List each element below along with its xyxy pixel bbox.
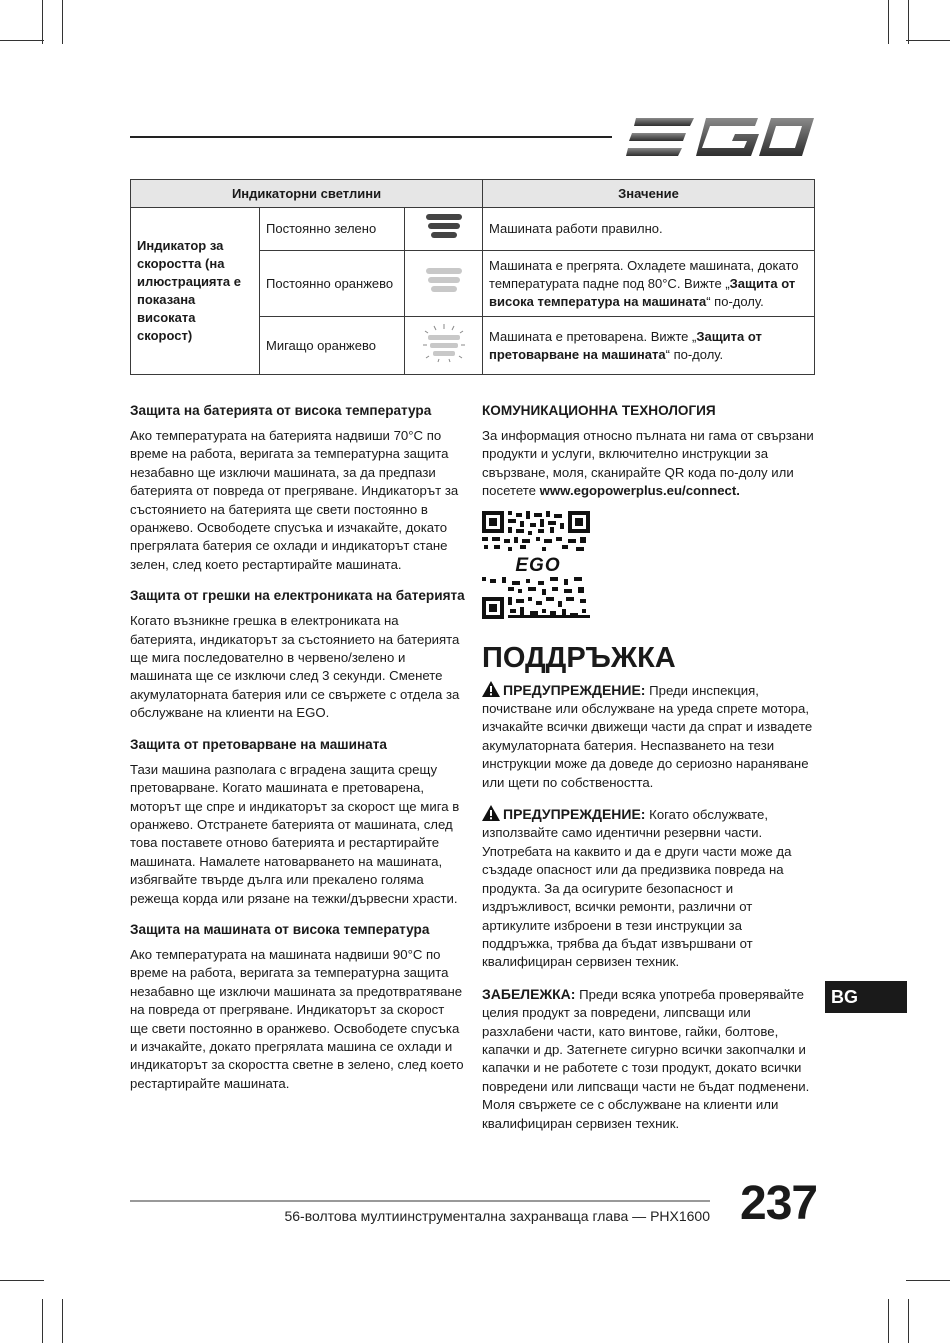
note-text: Преди всяка употреба проверявайте целия продукт за повредени, липсващи или разхлабени части, като винтове, гайки, болтове, капачки и др. Затегнете сигурно всички закопчалки и капачки и не работете с този продукт, докато всички повредени или липсващи части не бъдат подменени. Моля свържете се с обслужване на клиенти или квалифициран сервизен техник. [482, 986, 810, 1131]
warning-triangle-icon [482, 805, 500, 821]
section-body-machine-temp: Ако температурата на машината надвиши 90°C по време на работа, веригата за температурна защита незабавно ще изключи машината за предотвратяване на повреда от прегряване. Индикаторът за скорост ще свети постоянно в оранжево. Освободете спусъка и изчакайте, докато прегрялата машина се охлади и индикаторът за скоростта светне в зелено, след което рестартирайте машината. [130, 946, 464, 1091]
section-title-overload: Защита от претоварване на машината [130, 736, 387, 752]
warning-label: ПРЕДУПРЕЖДЕНИЕ: [503, 681, 646, 698]
ego-logo [626, 116, 814, 158]
meaning-tail: “ по-долу. [665, 346, 724, 362]
left-column [130, 402, 465, 1106]
warning-label: ПРЕДУПРЕЖДЕНИЕ: [503, 806, 646, 823]
warning-spare-parts [482, 805, 814, 972]
section-body-battery-electronics: Когато възникне грешка в електрониката на батерията, индикаторът за състоянието на батерията ще мига последователно в червено/зелено и машината ще се изключи след 3 секунди. Сменете акумулаторната батерия или се свържете с отдела за обслужване на клиенти на EGO. [130, 613, 460, 721]
crop-mark [906, 1280, 950, 1281]
meaning-row-3 [483, 317, 815, 375]
meaning-bold-ref: Защита от претоварване на машината [489, 328, 762, 362]
speed-indicator-label: Индикатор за скоростта (на илюстрацията е показана високата скорост) [131, 208, 260, 375]
lamp-cell [405, 251, 483, 317]
meaning-row-1 [483, 208, 815, 251]
note-block [482, 985, 814, 1133]
maintenance-title: ПОДДРЪЖКА [482, 641, 676, 674]
section-body-communication [482, 427, 814, 501]
header-rule [130, 136, 612, 138]
section-body-overload: Тази машина разполага с вградена защита срещу претоварване. Когато машината е претоварена, моторът ще спре и индикаторът за скорост ще мига в оранжево. Отстранете батерията от машината, след това поставете отново батерията и рестартирайте машината. Намалете натоварването на машината, избягвайте твърде дълга или прекалено голяма режеща корда или рязане на тежки/дървесни храсти. [130, 761, 460, 906]
crop-mark [888, 1299, 889, 1343]
crop-mark [42, 1299, 43, 1343]
warning-triangle-icon [482, 681, 500, 697]
language-tab: BG [825, 981, 907, 1013]
orange-lamp-icon [424, 266, 464, 296]
crop-mark [0, 40, 44, 41]
state-solid-green: Постоянно зелено [260, 208, 405, 251]
state-solid-orange: Постоянно оранжево [260, 251, 405, 317]
right-column [482, 402, 814, 1146]
crop-mark [62, 1299, 63, 1343]
state-blinking-orange: Мигащо оранжево [260, 317, 405, 375]
communication-text: За информация относно пълната ни гама от свързани продукти и услуги, включително инструкции за свързване, моля, сканирайте QR кода по-долу или посетете [482, 428, 814, 499]
table-header-lights: Индикаторни светлини [131, 180, 483, 208]
qr-code[interactable] [482, 511, 590, 619]
qr-logo-text: EGO [515, 554, 561, 576]
meaning-text: Машината е претоварена. Вижте „ [489, 328, 697, 344]
crop-mark [908, 0, 909, 44]
meaning-text: Машината работи правилно. [489, 221, 663, 236]
warning-text: Когато обслужвате, използвайте само идентични резервни части. Употребата на каквито и да е други части може да създаде опасност или да предизвика повреда на продукта. За да осигурите безопасност и издръжливост, всички ремонти, различни от артикулите изброени в тези инструкции за поддръжка, трябва да бъдат извършвани от квалифициран сервизен техник. [482, 807, 792, 970]
meaning-row-2 [483, 251, 815, 317]
crop-mark [0, 1280, 44, 1281]
crop-mark [906, 40, 950, 41]
lamp-cell [405, 208, 483, 251]
blinking-lamp-icon [420, 323, 468, 363]
note-label: ЗАБЕЛЕЖКА: [482, 985, 576, 1002]
footer-product-title: 56-волтова мултиинструментална захранваща глава — PHX1600 [284, 1208, 710, 1224]
connect-url-link[interactable]: www.egopowerplus.eu/connect. [539, 483, 740, 499]
crop-mark [42, 0, 43, 44]
meaning-tail: “ по-долу. [706, 293, 764, 309]
section-title-battery-temp: Защита на батерията от висока температура [130, 403, 432, 418]
indicator-table [130, 179, 815, 375]
footer-rule [130, 1200, 710, 1202]
crop-mark [888, 0, 889, 44]
section-title-communication: КОМУНИКАЦИОННА ТЕХНОЛОГИЯ [482, 403, 716, 418]
lamp-cell [405, 317, 483, 375]
meaning-text: Машината е прегрята. Охладете машината, докато температурата падне под 80°C. Вижте „ [489, 257, 799, 291]
meaning-bold-ref: Защита от висока температура на машината [489, 275, 796, 309]
page-number: 237 [740, 1177, 818, 1230]
section-title-battery-electronics: Защита от грешки на електрониката на батерията [130, 588, 465, 604]
solid-lamp-icon [424, 212, 464, 242]
crop-mark [908, 1299, 909, 1343]
section-title-machine-temp: Защита на машината от висока температура [130, 921, 430, 937]
warning-inspection [482, 681, 814, 792]
crop-mark [62, 0, 63, 44]
section-body-battery-temp: Ако температурата на батерията надвиши 70°C по време на работа, веригата за температурна защита незабавно ще изключи машината, за да предпази батерията от повреда от прегряване. Индикаторът за състоянието на батерията ще свети постоянно в оранжево. Освободете спусъка и изчакайте, докато прегрялата батерия се охлади и индикаторът стане зелен, след което рестартирайте машината. [130, 428, 459, 572]
warning-text: Преди инспекция, почистване или обслужване на уреда спрете мотора, изчакайте всички движещи части да спрат и извадете акумулаторната батерия. Неспазването на тези инструкции може да доведе до сериозно нараняване или щети по собствеността. [482, 682, 813, 790]
table-header-meaning: Значение [483, 180, 815, 208]
